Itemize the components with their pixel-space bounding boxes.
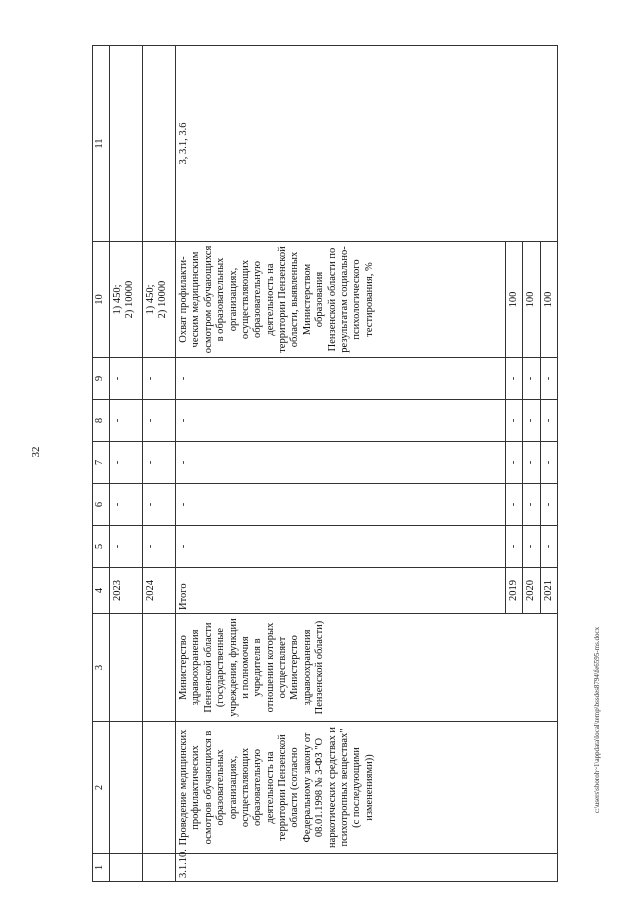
year-cell: 2020 xyxy=(523,568,540,614)
value-cell: 100 xyxy=(540,242,557,358)
indicator-text: Охват профилакти-ческим медицинским осмотром обучающихся в образовательных организациях, осуществляющих образовательную деятельность на территории Пензенской области, выявленных Министерством образования Пензенской области по результатам социально-психологического тестирования, % xyxy=(176,242,506,358)
header-cell: 6 xyxy=(93,484,110,526)
file-path-footer: c:\users\sboroh~1\appdata\local\temp\bssdes8794\fe6595-ms.docx xyxy=(593,626,601,814)
table-row: 2020 - - - - - 100 xyxy=(523,46,540,882)
table-row: 3.1.10. Проведение медицинских профилактических осмотров обучающихся в образовательных организациях, осуществляющих образовательную деятельность на территории Пензенской области (согласно Федеральному закону от 08.01.1998 № 3-ФЗ "О наркотических средствах и психотропных веществах" (с последующими изменениями)) Министерство здравоохранения Пензенской области (государственные учреждения, функции и полномочия учредителя в отношении которых осуществляет Министерство здравоохранения Пензенской области) Итого - - - - - Охват профилакти-ческим медицинским осмотром обучающихся в образовательных организациях, осуществляющих образовательную деятельность на территории Пензенской области, выявленных Министерством образования Пензенской области по результатам социально-психологического тестирования, % 3, 3.1, 3.6 xyxy=(176,46,506,882)
item-executor: Министерство здравоохранения Пензенской области (государственные учреждения, функции и полномочия учредителя в отношении которых осуществляет Министерство здравоохранения Пензенской области) xyxy=(176,614,558,722)
header-cell: 7 xyxy=(93,442,110,484)
header-cell: 5 xyxy=(93,526,110,568)
table-row: 2024 - - - - - 1) 450; 2) 10000 xyxy=(143,46,176,882)
table-row: 2021 - - - - - 100 xyxy=(540,46,557,882)
rotated-table-sheet xyxy=(92,46,584,882)
table-row: 2023 - - - - - 1) 450; 2) 10000 xyxy=(110,46,143,882)
value-cell: 100 xyxy=(506,242,523,358)
header-cell: 1 xyxy=(93,854,110,882)
year-cell: 2019 xyxy=(506,568,523,614)
header-cell: 2 xyxy=(93,722,110,854)
header-cell: 11 xyxy=(93,46,110,242)
header-cell: 9 xyxy=(93,358,110,400)
value-cell: 1) 450; 2) 10000 xyxy=(143,242,176,358)
program-table xyxy=(92,45,558,882)
item-number: 3.1.10. xyxy=(176,854,558,882)
header-cell: 3 xyxy=(93,614,110,722)
year-cell: 2024 xyxy=(143,568,176,614)
year-cell: 2023 xyxy=(110,568,143,614)
header-cell: 10 xyxy=(93,242,110,358)
header-row xyxy=(93,46,110,882)
total-label: Итого xyxy=(176,568,506,614)
item-name: Проведение медицинских профилактических осмотров обучающихся в образовательных организациях, осуществляющих образовательную деятельность на территории Пензенской области (согласно Федеральному закону от 08.01.1998 № 3-ФЗ "О наркотических средствах и психотропных веществах" (с последующими изменениями)) xyxy=(176,722,558,854)
links-cell: 3, 3.1, 3.6 xyxy=(176,46,558,242)
header-cell: 4 xyxy=(93,568,110,614)
header-cell: 8 xyxy=(93,400,110,442)
page-number: 32 xyxy=(30,446,42,458)
year-cell: 2021 xyxy=(540,568,557,614)
value-cell: 100 xyxy=(523,242,540,358)
value-cell: 1) 450; 2) 10000 xyxy=(110,242,143,358)
table-row: 2019 - - - - - 100 xyxy=(506,46,523,882)
